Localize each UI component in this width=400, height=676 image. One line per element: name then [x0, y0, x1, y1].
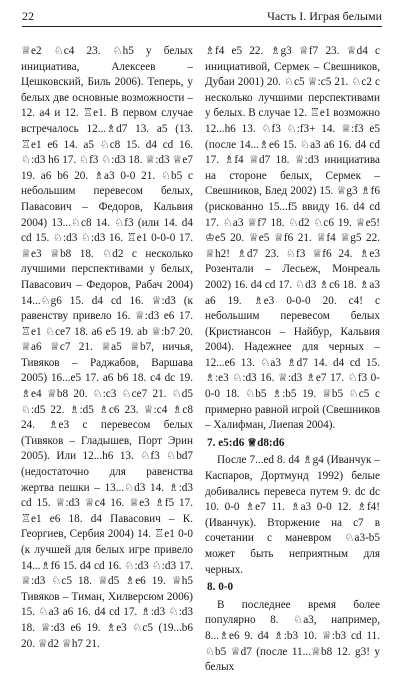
- move-heading-8: 8. 0-0: [207, 581, 234, 594]
- move-heading-7: 7. e5:d6 ♕d8:d6: [207, 436, 285, 449]
- page-header: [22, 8, 382, 27]
- right-paragraph-1: ♗f4 e5 22. ♗g3 ♕f7 23. ♕d4 с инициативой, Сермек – Свешников, Дубаи 2001) 20. ♘c5 ♕:c5 21. ♘c2 с несколько лучшими перспективами у белых. В случае 12. ♖e1 возможно 12...h6 13. ♘f3 ♘:f3+ 14. ♕:f3 e5 (после 14...♗e6 15. ♘a3 a6 16. d4 cd 17. ♗f4 ♕d7 18. ♕:d3 инициатива на стороне белых, Сермек – Свешников, Блед 2002) 15. ♕g3 ♗f6 (рискованно 15...f5 ввиду 16. d4 cd 17. ♘a3 ♕f7 18. ♘d2 ♘c6 19. ♕e5! ♔e5 20. ♕e5 ♕f6 21. ♕f4 ♕g5 22. ♕h2! ♗d7 23. ♘f3 ♕f6 24. ♗e3 Розентали – Лесьеж, Монреаль 2002) 16. d4 cd 17. ♘d3 ♗c6 18. ♗a3 a6 19. ♗e3 0-0-0 20. c4! с небольшим перевесом белых (Кристиансон – Найбур, Кальвия 2004). Надежнее для черных – 12...e6 13. ♘a3 ♗d7 14. d4 cd 15. ♗:e3 ♘:d3 16. ♕:d3 ♗e7 17. ♘f3 0-0-0 18. ♘b5 ♗:b5 19. ♕b5 ♘c5 с примерно равной игрой (Свешников – Халифман, Лиепая 2004).: [205, 45, 380, 432]
- left-column-text: ♕e2 ♘c4 23. ♘h5 у белых инициатива, Алексеев – Цешковский, Биль 2006). Теперь, у белых две основные возможности – 12. a4 и 12. ♖e1. В первом случае встречалось 12...♗d7 13. a5 (13. ♖e1 e6 14. a5 ♘c8 15. d4 cd 16. ♘:d3 h6 17. ♘f3 ♘:d3 18. ♕:d3 ♕e7 19. a6 b6 20. ♗a3 0-0 21. ♘b5 с небольшим перевесом белых, Павасович – Федоров, Кальвия 2004) 13...♘c8 14. ♘f3 (или 14. d4 cd 15. ♘:d3 ♘:d3 16. ♖e1 0-0-0 17. ♕e3 ♕b8 18. ♘d2 с несколько лучшими перспективами у белых, Павасович – Федоров, Рабач 2004) 14...♘g6 15. d4 cd 16. ♕:d3 (к равенству привело 16. ♕:d3 e6 17. ♖e1 ♘ce7 18. a6 e5 19. ab ♕:b7 20. ♕a6 ♕c7 21. ♕a5 ♕b7, ничья, Тивяков – Раджабов, Варшава 2005) 16...e5 17. a6 b6 18. c4 dc 19. ♗e4 ♕b8 20. ♘:c3 ♘ce7 21. ♘d5 ♘:d5 22. ♗:d5 ♗c6 23. ♕:c4 ♗c8 24. ♗e3 с перевесом белых (Тивяков – Гладышев, Порт Эрин 2005). Или 12...h6 13. ♘f3 ♘bd7 (недостаточно для равенства жертва пешки – 13...♘d3 14. ♗:d3 cd 15. ♕:d3 ♕c4 16. ♕e3 ♗f5 17. ♖e1 e6 18. d4 Павасович – К. Георгиев, Сербия 2004) 14. ♖e1 0-0 (к лучшей для белых игре привело 14...♗f6 15. d4 cd 16. ♘:d3 ♘:d3 17. ♕:d3 ♘c5 18. ♕d5 ♗e6 19. ♕h5 Тивяков – Тиман, Хилверсюм 2006) 15. ♘a3 a6 16. d4 cd 17. ♗:d3 ♘:d3 18. ♕:d3 e6 19. ♗e3 ♘c5 (19...b6 20. ♕d2 ♕h7 21.: [21, 45, 193, 650]
- right-column: [205, 44, 380, 676]
- running-title: Часть I. Играя белыми: [267, 9, 382, 23]
- right-paragraph-2: После 7...ed 8. d4 ♗g4 (Иванчук – Каспаров, Дортмунд 1992) белые добивались перевеса путем 9. dc dc 10. 0-0 ♗e7 11. ♗a3 0-0 12. ♗f4! (Иванчук). Вторжение на c7 в сочетании с маневром ♘a3-b5 может быть неприятным для черных.: [205, 454, 380, 576]
- page-number: 22: [22, 9, 34, 23]
- right-paragraph-3: В последнее время более популярно 8. ♘a3, например, 8...♗e6 9. d4 ♗:b3 10. ♕:b3 cd 11. ♘b5 ♕d7 (после 11...♕b8 12. g3! у белых: [205, 598, 380, 674]
- left-column: [21, 44, 193, 652]
